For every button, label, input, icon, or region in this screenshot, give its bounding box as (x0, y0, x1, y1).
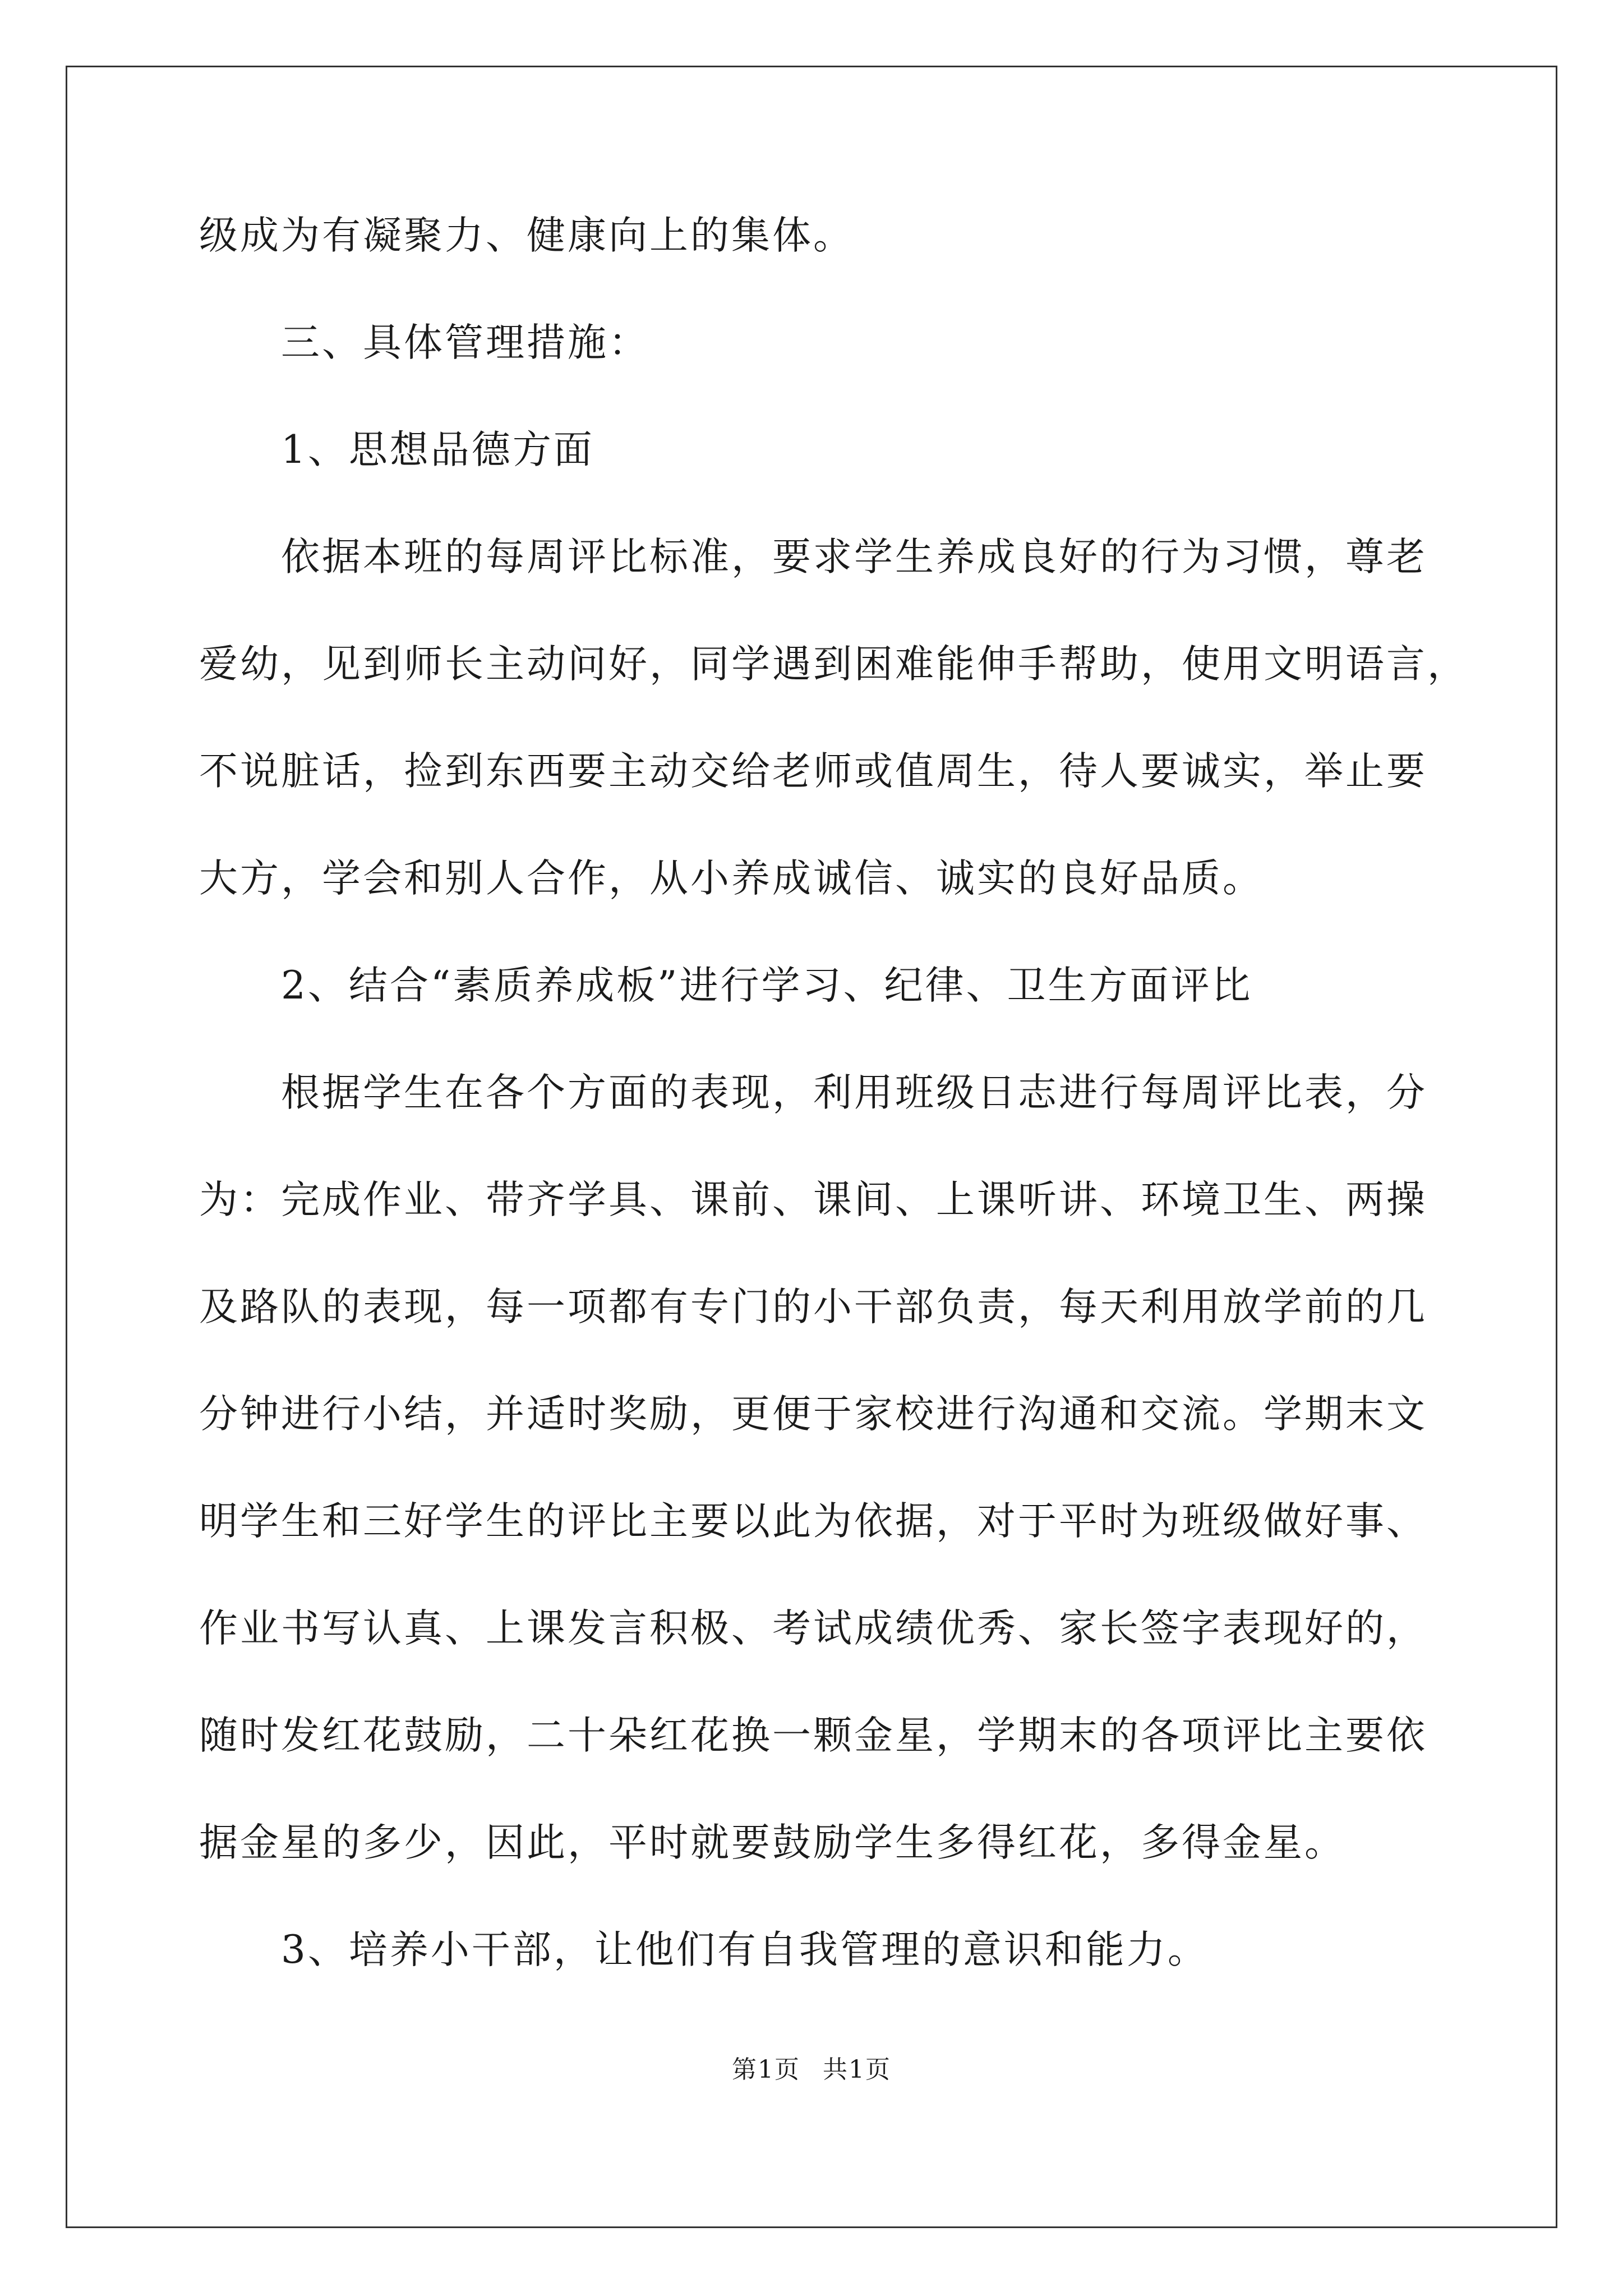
text-line: 依据本班的每周评比标准，要求学生养成良好的行为习惯，尊老 (281, 535, 1427, 579)
text-line: 明学生和三好学生的评比主要以此为依据，对于平时为班级做好事、 (199, 1499, 1427, 1544)
text-line: 为：完成作业、带齐学具、课前、课间、上课听讲、环境卫生、两操 (199, 1177, 1427, 1222)
subsection-heading: 3、培养小干部，让他们有自我管理的意识和能力。 (281, 1927, 1209, 1972)
text-line: 爱幼，见到师长主动问好，同学遇到困难能伸手帮助，使用文明语言， (199, 642, 1468, 687)
page-footer (0, 2053, 1623, 2087)
document-body (199, 208, 1469, 2029)
text-line: 分钟进行小结，并适时奖励，更便于家校进行沟通和交流。学期末文 (199, 1392, 1427, 1437)
text-line: 根据学生在各个方面的表现，利用班级日志进行每周评比表，分 (281, 1070, 1427, 1115)
page-number: 第1页 (732, 2055, 800, 2084)
text-line: 作业书写认真、上课发言积极、考试成绩优秀、家长签字表现好的， (199, 1606, 1427, 1651)
text-line: 及路队的表现，每一项都有专门的小干部负责，每天利用放学前的几 (199, 1285, 1427, 1329)
text-line: 随时发红花鼓励，二十朵红花换一颗金星，学期末的各项评比主要依 (199, 1713, 1427, 1758)
section-heading: 三、具体管理措施： (281, 320, 649, 365)
subsection-heading: 1、思想品德方面 (281, 427, 594, 472)
page-total: 共1页 (823, 2055, 891, 2084)
text-line: 大方，学会和别人合作，从小养成诚信、诚实的良好品质。 (199, 856, 1264, 901)
text-line: 不说脏话，捡到东西要主动交给老师或值周生，待人要诚实，举止要 (199, 749, 1427, 794)
text-line: 级成为有凝聚力、健康向上的集体。 (199, 213, 854, 258)
text-line: 据金星的多少，因此，平时就要鼓励学生多得红花，多得金星。 (199, 1820, 1345, 1865)
subsection-heading: 2、结合“素质养成板”进行学习、纪律、卫生方面评比 (281, 963, 1253, 1008)
